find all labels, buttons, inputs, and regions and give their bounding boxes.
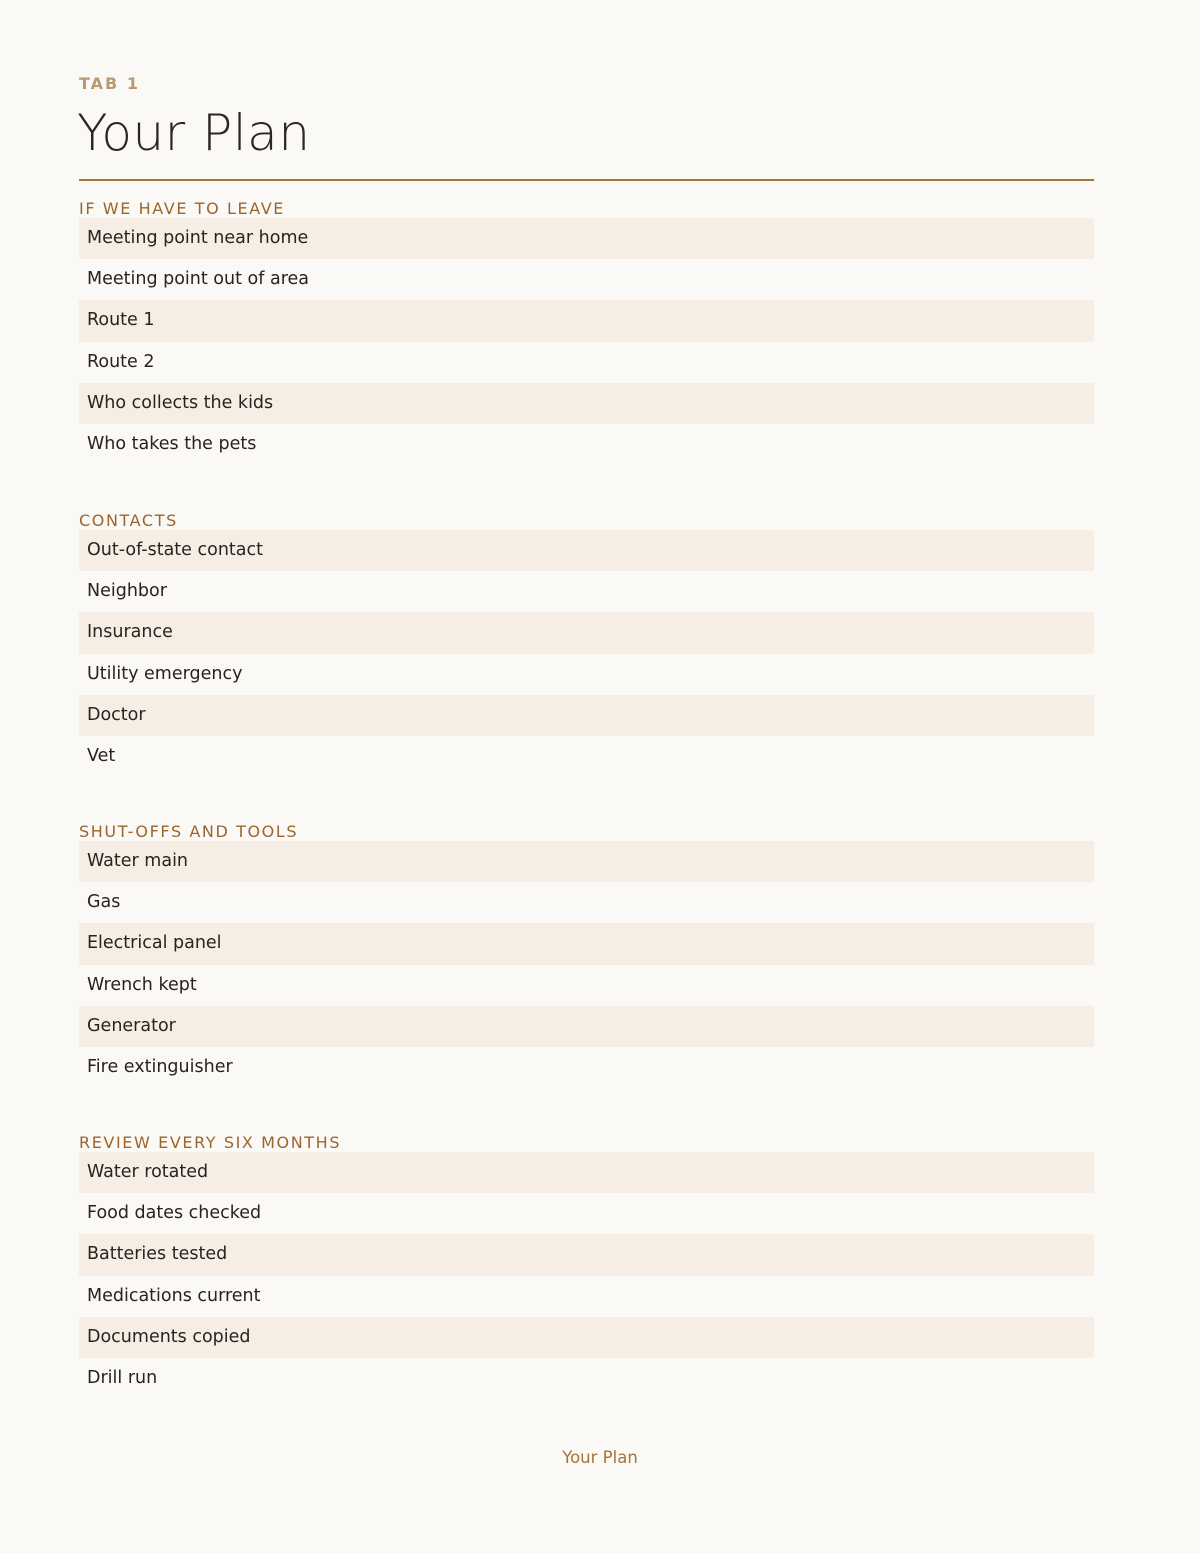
page-title: Your Plan — [77, 104, 311, 162]
list-item: Drill run — [87, 1367, 158, 1388]
item-list — [79, 841, 1094, 1088]
list-item: Electrical panel — [79, 923, 1094, 964]
item-list — [79, 1152, 1094, 1399]
section-contacts — [79, 511, 1094, 777]
list-item: Batteries tested — [79, 1234, 1094, 1275]
section-review-every-six-months — [79, 1133, 1094, 1399]
list-item: Medications current — [87, 1285, 261, 1306]
list-item: Wrench kept — [87, 974, 197, 995]
list-item: Route 2 — [87, 351, 155, 372]
list-item: Who collects the kids — [79, 383, 1094, 424]
list-item: Utility emergency — [87, 663, 243, 684]
list-item: Gas — [87, 892, 121, 913]
list-item: Insurance — [79, 612, 1094, 653]
section-if-we-have-to-leave — [79, 199, 1094, 465]
list-item: Documents copied — [79, 1317, 1094, 1358]
title-divider — [79, 179, 1094, 181]
list-item: Generator — [79, 1006, 1094, 1047]
item-list — [79, 530, 1094, 777]
list-item: Water main — [79, 841, 1094, 882]
list-item: Doctor — [79, 695, 1094, 736]
list-item: Out-of-state contact — [79, 530, 1094, 571]
section-heading: IF WE HAVE TO LEAVE — [79, 199, 285, 218]
list-item: Neighbor — [87, 581, 167, 602]
list-item: Fire extinguisher — [87, 1056, 233, 1077]
list-item: Water rotated — [79, 1152, 1094, 1193]
list-item: Meeting point out of area — [87, 269, 309, 290]
section-heading: SHUT-OFFS AND TOOLS — [79, 822, 299, 841]
item-list — [79, 218, 1094, 465]
page-footer: Your Plan — [562, 1448, 638, 1467]
list-item: Route 1 — [79, 300, 1094, 341]
tab-label: TAB 1 — [79, 74, 140, 93]
list-item: Who takes the pets — [87, 433, 257, 454]
list-item: Meeting point near home — [79, 218, 1094, 259]
list-item: Food dates checked — [87, 1203, 262, 1224]
section-heading: CONTACTS — [79, 511, 178, 530]
list-item: Vet — [87, 745, 116, 766]
section-shut-offs-and-tools — [79, 822, 1094, 1088]
section-heading: REVIEW EVERY SIX MONTHS — [79, 1133, 342, 1152]
